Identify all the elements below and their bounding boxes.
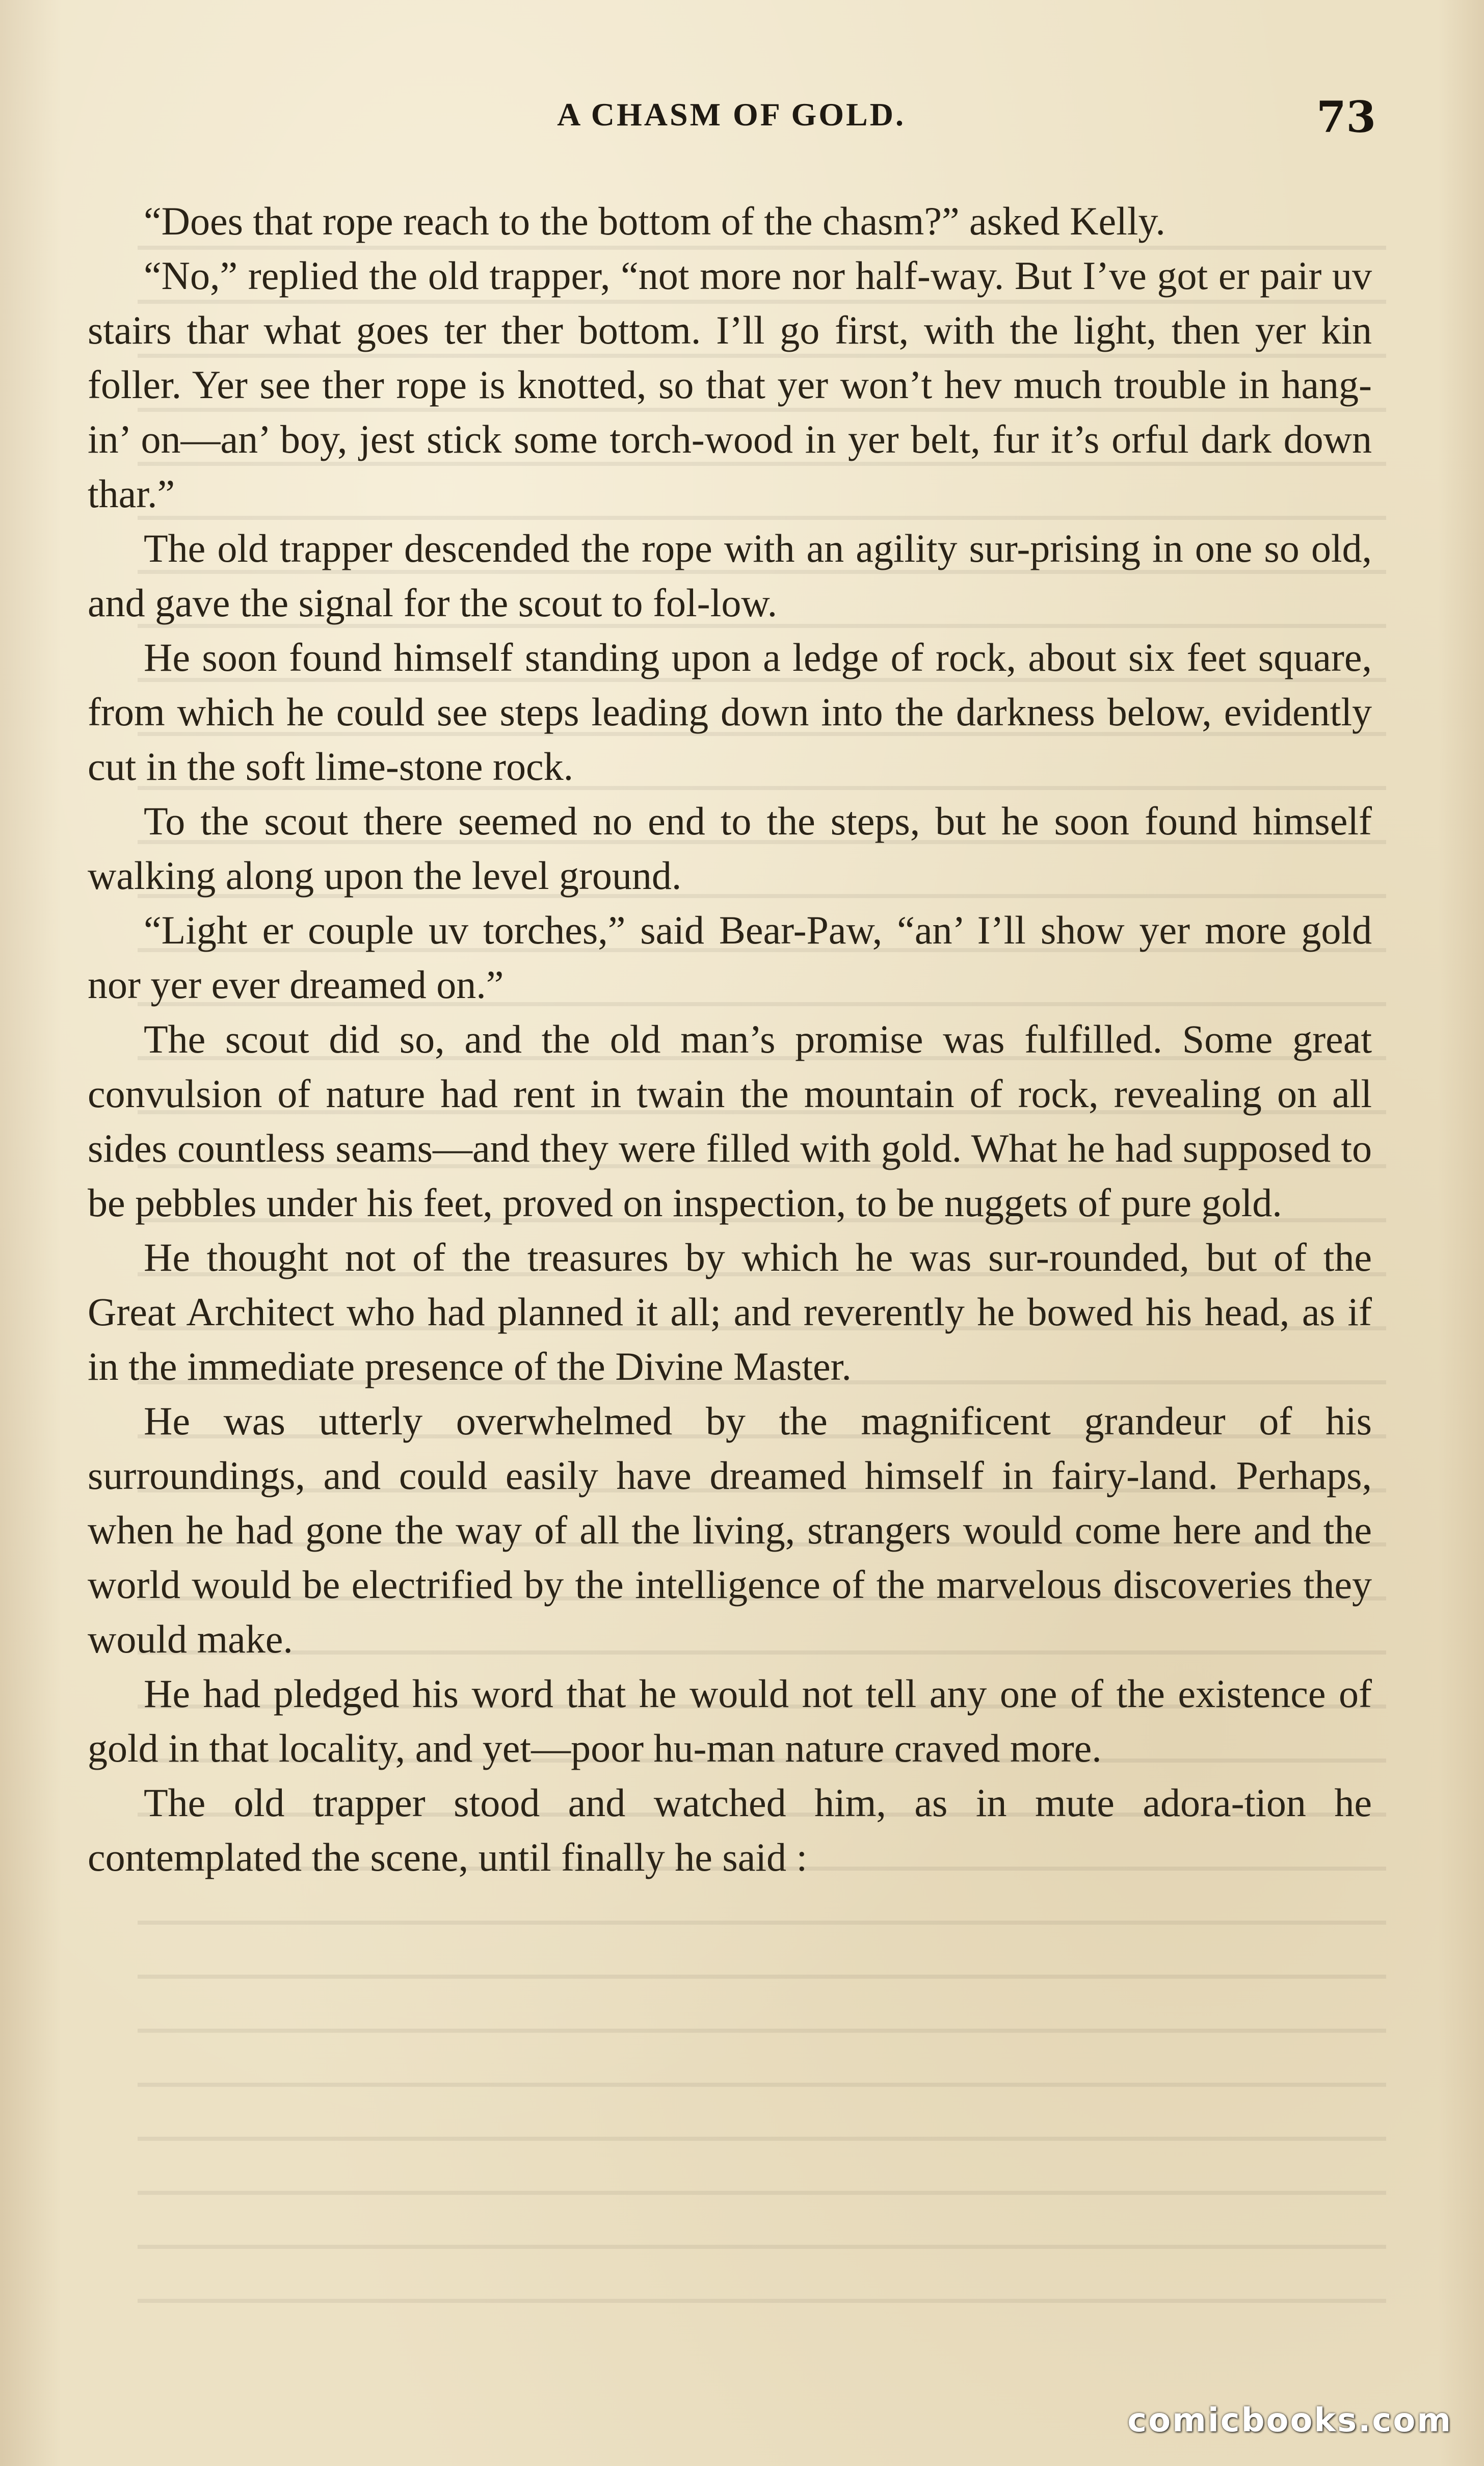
paragraph: He thought not of the treasures by which he was sur-rounded, but of the Great Architect who had planned it all; and reverently he bowed his head, as if in the immediate presence of the Divine Master. bbox=[88, 1235, 1372, 1388]
paragraph: He soon found himself standing upon a ledge of rock, about six feet square, from which he could see steps leading down into the darkness below, evidently cut in the soft lime-stone rock. bbox=[88, 635, 1372, 789]
paragraph: “Does that rope reach to the bottom of the chasm?” asked Kelly. bbox=[144, 199, 1165, 243]
body-text bbox=[88, 194, 1372, 1884]
paragraph: The scout did so, and the old man’s promise was fulfilled. Some great convulsion of nature had rent in twain the mountain of rock, revealing on all sides countless seams—and they were filled with gold. What he had supposed to be pebbles under his feet, proved on inspection, to be nuggets of pure gold. bbox=[88, 1017, 1372, 1225]
paragraph: To the scout there seemed no end to the steps, but he soon found himself walking along upon the level ground. bbox=[88, 799, 1372, 898]
paragraph: “No,” replied the old trapper, “not more nor half-way. But I’ve got er pair uv stairs thar what goes ter ther bottom. I’ll go first, with the light, then yer kin foller. Yer see ther rope is knotted, so that yer won’t hev much trouble in hang-in’ on—an’ boy, jest stick some torch-wood in yer belt, fur it’s orful dark down thar.” bbox=[88, 253, 1372, 516]
page-header bbox=[87, 92, 1376, 148]
paragraph: “Light er couple uv torches,” said Bear-Paw, “an’ I’ll show yer more gold nor yer ever dreamed on.” bbox=[88, 908, 1372, 1007]
watermark: comicbooks.com bbox=[1127, 2402, 1452, 2439]
paragraph: The old trapper descended the rope with an agility sur-prising in one so old, and gave the signal for the scout to fol-low. bbox=[88, 526, 1372, 625]
paragraph: He had pledged his word that he would not tell any one of the existence of gold in that locality, and yet—poor hu-man nature craved more. bbox=[88, 1671, 1372, 1770]
running-title: A CHASM OF GOLD. bbox=[557, 96, 906, 133]
page-number: 73 bbox=[1316, 92, 1376, 142]
paragraph: The old trapper stood and watched him, as in mute adora-tion he contemplated the scene, until finally he said : bbox=[88, 1780, 1372, 1879]
paragraph: He was utterly overwhelmed by the magnificent grandeur of his surroundings, and could easily have dreamed himself in fairy-land. Perhaps, when he had gone the way of all the living, strangers would come here and the world would be electrified by the intelligence of the marvelous discoveries they would make. bbox=[88, 1399, 1372, 1661]
